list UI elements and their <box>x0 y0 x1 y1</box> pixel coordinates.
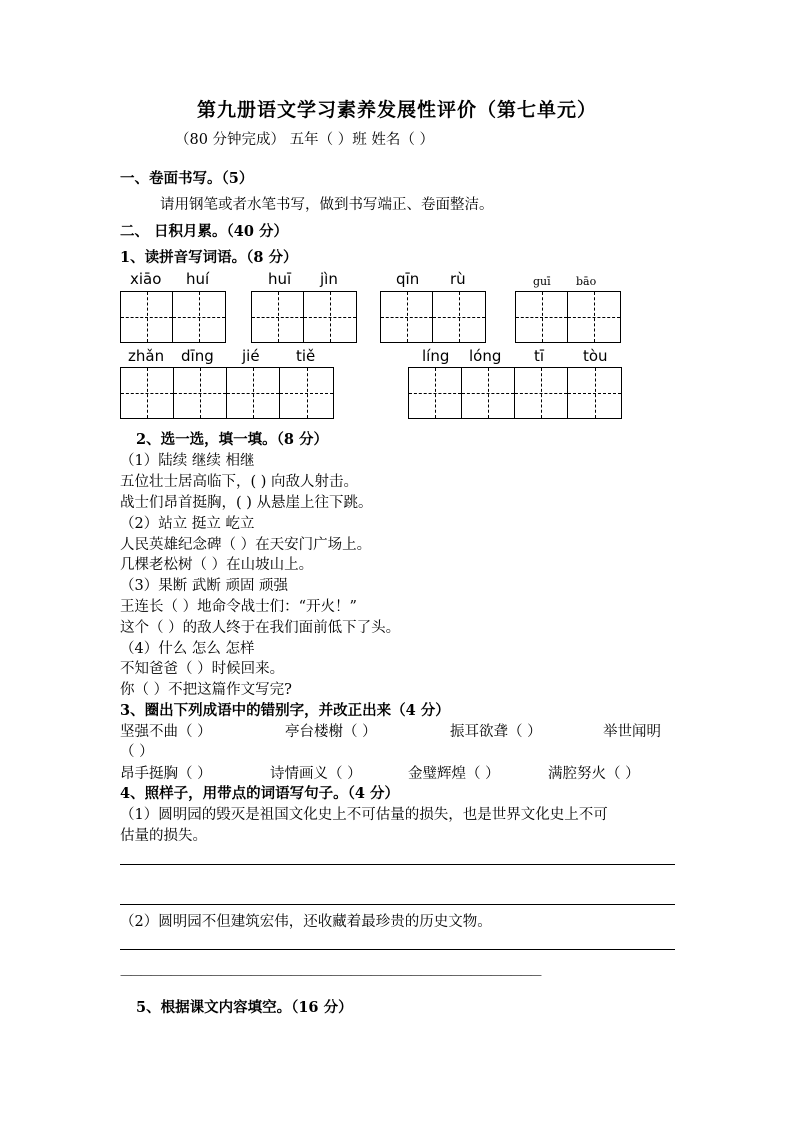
writing-cell[interactable] <box>227 368 280 418</box>
pinyin-label: tī <box>534 347 545 365</box>
idiom-item: 金璧辉煌（ ） <box>408 766 500 782</box>
q2-line: （4）什么 怎么 怎样 <box>120 641 255 657</box>
pinyin-label: dīng <box>181 347 214 365</box>
writing-grid[interactable] <box>120 291 226 343</box>
q2-line: 几棵老松树（ ）在山坡山上。 <box>120 557 314 573</box>
pinyin-label: xiāo <box>130 270 162 288</box>
writing-grid[interactable] <box>120 367 334 419</box>
writing-cell[interactable] <box>409 368 462 418</box>
q2-line: 不知爸爸（ ）时候回来。 <box>120 661 285 677</box>
pinyin-label: zhǎn <box>128 347 165 365</box>
writing-cell[interactable] <box>462 368 515 418</box>
q2-line: 这个（ ）的敌人终于在我们面前低下了头。 <box>120 620 401 636</box>
pinyin-label: tiě <box>296 347 316 365</box>
q3-heading: 3、圈出下列成语中的错别字，并改正出来（4 分） <box>120 702 450 719</box>
page-title: 第九册语文学习素养发展性评价（第七单元） <box>196 99 597 121</box>
pinyin-label: rù <box>450 270 466 288</box>
pinyin-label: guī <box>533 275 551 288</box>
writing-cell[interactable] <box>381 292 433 342</box>
writing-grid[interactable] <box>251 291 357 343</box>
q2-line: 你（ ）不把这篇作文写完? <box>120 682 292 698</box>
idiom-item: 坚强不曲（ ） <box>120 724 212 740</box>
writing-cell[interactable] <box>568 368 621 418</box>
q4-example-2: （2）圆明园不但建筑宏伟，还收藏着最珍贵的历史文物。 <box>120 914 492 930</box>
pinyin-label: jié <box>242 347 260 365</box>
writing-cell[interactable] <box>173 292 225 342</box>
writing-cell[interactable] <box>433 292 485 342</box>
pinyin-label: jìn <box>320 270 338 288</box>
idiom-item: 振耳欲聋（ ） <box>450 724 542 740</box>
q2-heading: 2、选一选，填一填。（8 分） <box>136 431 328 448</box>
q4-example-1-cont: 估量的损失。 <box>120 828 207 844</box>
dashed-answer-line[interactable]: —————————————————————————————————————————— <box>120 968 540 982</box>
q5-heading: 5、根据课文内容填空。（16 分） <box>136 999 353 1016</box>
q4-example-1: （1）圆明园的毁灭是祖国文化史上不可估量的损失，也是世界文化史上不可 <box>120 807 608 823</box>
writing-cell[interactable] <box>280 368 333 418</box>
writing-cell[interactable] <box>174 368 227 418</box>
writing-cell[interactable] <box>516 292 568 342</box>
idiom-item: 满腔努火（ ） <box>548 766 640 782</box>
pinyin-label: tòu <box>583 347 608 365</box>
section1-text: 请用钢笔或者水笔书写，做到书写端正、卷面整洁。 <box>160 197 494 213</box>
q2-line: （1）陆续 继续 相继 <box>120 453 255 469</box>
writing-grid[interactable] <box>380 291 486 343</box>
answer-line[interactable] <box>120 904 675 905</box>
idiom-item: 亭台楼榭（ ） <box>285 724 377 740</box>
writing-grid[interactable] <box>515 291 621 343</box>
writing-cell[interactable] <box>252 292 304 342</box>
idiom-item: 昂手挺胸（ ） <box>120 766 212 782</box>
idiom-item: 举世闻明 <box>603 724 661 740</box>
q2-line: 五位壮士居高临下，( ) 向敌人射击。 <box>120 474 359 490</box>
q2-line: （3）果断 武断 顽固 顽强 <box>120 578 289 594</box>
pinyin-label: bāo <box>576 275 597 288</box>
q2-line: 王连长（ ）地命令战士们：“开火！” <box>120 599 357 615</box>
section1-heading: 一、卷面书写。（5） <box>120 170 254 187</box>
writing-grid[interactable] <box>408 367 622 419</box>
writing-cell[interactable] <box>515 368 568 418</box>
q2-line: 人民英雄纪念碑（ ）在天安门广场上。 <box>120 537 372 553</box>
writing-cell[interactable] <box>121 292 173 342</box>
q2-line: （2）站立 挺立 屹立 <box>120 516 255 532</box>
writing-cell[interactable] <box>568 292 620 342</box>
q4-heading: 4、照样子，用带点的词语写句子。（4 分） <box>120 785 399 802</box>
q1-heading: 1、读拼音写词语。（8 分） <box>120 249 298 266</box>
writing-cell[interactable] <box>121 368 174 418</box>
answer-line[interactable] <box>120 949 675 950</box>
answer-line[interactable] <box>120 864 675 865</box>
pinyin-label: lóng <box>469 347 502 365</box>
pinyin-label: líng <box>422 347 450 365</box>
section2-heading: 二、 日积月累。（40 分） <box>120 223 289 240</box>
idiom-item: 诗情画义（ ） <box>270 766 362 782</box>
page-subtitle: （80 分钟完成） 五年（ ）班 姓名（ ） <box>175 132 434 148</box>
pinyin-label: huí <box>186 270 210 288</box>
writing-cell[interactable] <box>304 292 356 342</box>
pinyin-label: qīn <box>396 270 420 288</box>
q2-line: 战士们昂首挺胸，( ) 从悬崖上往下跳。 <box>120 495 373 511</box>
pinyin-label: huī <box>268 270 292 288</box>
idiom-item: （ ） <box>120 744 154 760</box>
